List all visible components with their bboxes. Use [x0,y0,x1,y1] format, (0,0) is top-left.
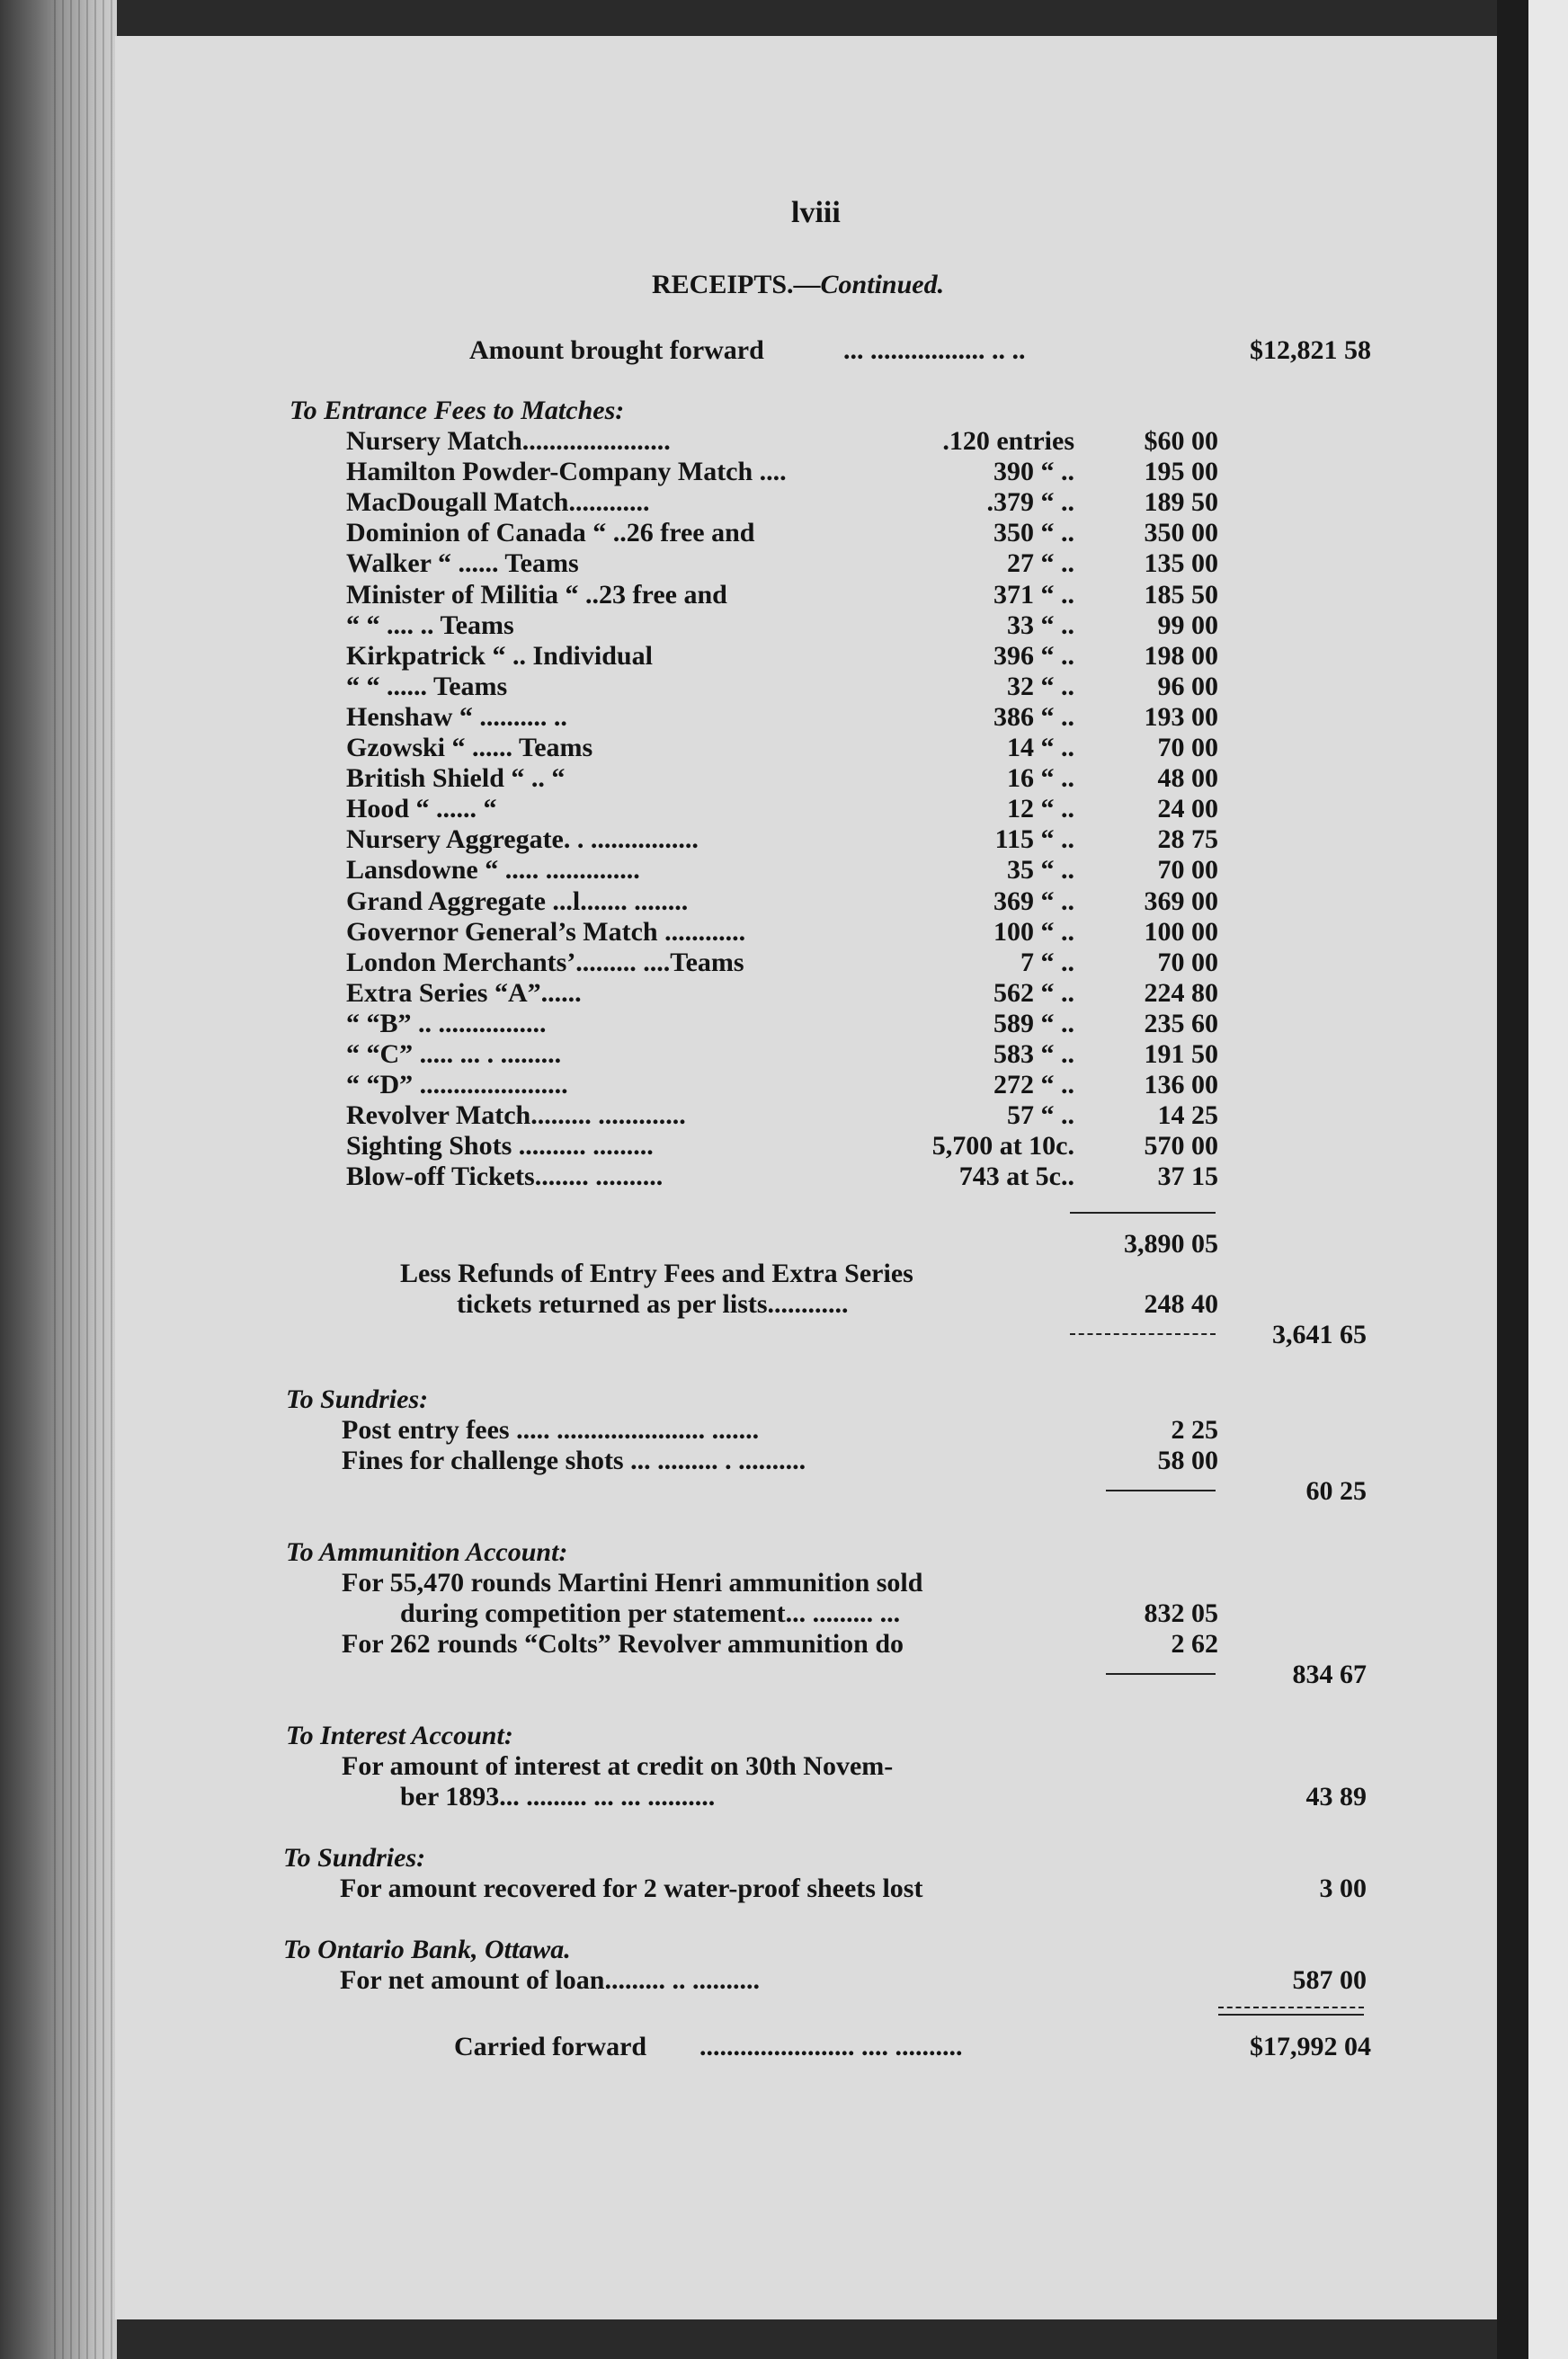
page-edges [54,0,117,2359]
entrance-row-quantity: .379 “ .. [986,487,1074,517]
entrance-row-quantity: 35 “ .. [1007,855,1074,885]
sundries-rule [1106,1490,1216,1491]
carried-forward-dots: ....................... .... .......... [699,2032,963,2061]
challenge-fines-amount: 58 00 [1157,1446,1218,1475]
entrance-row-amount: 193 00 [1144,702,1218,732]
section-heading-sundries: To Sundries: [286,1384,429,1414]
entrance-row-description: Revolver Match......... ............. [346,1100,686,1130]
entrance-row-description: Hood “ ...... “ [346,794,497,823]
entrance-row-quantity: 396 “ .. [993,641,1074,671]
title-italic: Continued. [820,270,945,299]
entrance-row-description: “ “ .... .. Teams [346,610,514,640]
entrance-row-quantity: 115 “ .. [994,824,1074,854]
ammunition-line-1: For 55,470 rounds Martini Henri ammunition sold [342,1568,923,1598]
interest-total: 43 89 [1305,1782,1367,1812]
entrance-row-amount: 48 00 [1157,763,1218,793]
entrance-net-total: 3,641 65 [1272,1320,1367,1349]
entrance-row-amount: 350 00 [1144,518,1218,547]
entrance-row-quantity: 27 “ .. [1007,548,1074,578]
entrance-row-quantity: 100 “ .. [993,917,1074,947]
entrance-row-quantity: 350 “ .. [993,518,1074,547]
entrance-row-description: Walker “ ...... Teams [346,548,579,578]
entrance-row-description: “ “B” .. ................ [346,1009,547,1038]
entrance-row-description: “ “ ...... Teams [346,672,508,701]
entrance-row-quantity: 12 “ .. [1007,794,1074,823]
entrance-row-quantity: 33 “ .. [1007,610,1074,640]
challenge-fines-label: Fines for challenge shots ... ......... . .......... [342,1446,806,1475]
entrance-row-description: Nursery Aggregate. . ................ [346,824,699,854]
facing-page-edge [1528,0,1568,2359]
entrance-row-quantity: 16 “ .. [1007,763,1074,793]
entrance-row-description: Nursery Match...................... [346,426,671,456]
entrance-row-amount: 100 00 [1144,917,1218,947]
ammunition-line-2: during competition per statement... ......... ... [400,1598,901,1628]
post-entry-fees-label: Post entry fees ..... ...................... ....... [342,1415,760,1445]
entrance-row-description: Gzowski “ ...... Teams [346,733,593,762]
revolver-ammunition-label: For 262 rounds “Colts” Revolver ammunition do [342,1629,904,1659]
entrance-row-amount: 14 25 [1157,1100,1218,1130]
refund-rule [1070,1333,1216,1335]
entrance-row-amount: 224 80 [1144,978,1218,1008]
entrance-row-amount: $60 00 [1144,426,1218,456]
entrance-row-amount: 99 00 [1157,610,1218,640]
revolver-ammunition-amount: 2 62 [1171,1629,1218,1659]
sundries-total: 60 25 [1305,1476,1367,1506]
entrance-row-description: Hamilton Powder-Company Match .... [346,457,787,486]
entrance-row-quantity: 743 at 5c.. [958,1162,1074,1191]
entrance-row-quantity: 272 “ .. [993,1070,1074,1099]
entrance-row-description: Lansdowne “ ..... .............. [346,855,640,885]
loan-label: For net amount of loan......... .. .......... [340,1965,760,1995]
section-heading-sundries-2: To Sundries: [283,1843,426,1873]
entrance-row-amount: 369 00 [1144,886,1218,916]
final-rule-2 [1218,2014,1364,2016]
interest-line-1: For amount of interest at credit on 30th Novem- [342,1751,894,1781]
entrance-row-amount: 24 00 [1157,794,1218,823]
interest-line-2: ber 1893... ......... ... ... .......... [400,1782,716,1812]
entrance-row-description: Dominion of Canada “ ..26 free and [346,518,755,547]
entrance-row-amount: 70 00 [1157,733,1218,762]
martini-ammunition-amount: 832 05 [1144,1598,1218,1628]
entrance-row-amount: 70 00 [1157,948,1218,977]
entrance-row-amount: 28 75 [1157,824,1218,854]
entrance-row-description: “ “C” ..... ... . ......... [346,1039,562,1069]
entrance-row-amount: 136 00 [1144,1070,1218,1099]
title-main: RECEIPTS.— [652,270,821,299]
entrance-row-quantity: 57 “ .. [1007,1100,1074,1130]
section-heading-bank: To Ontario Bank, Ottawa. [283,1935,571,1964]
ammunition-total: 834 67 [1292,1660,1367,1689]
entrance-row-quantity: 386 “ .. [993,702,1074,732]
entrance-row-amount: 96 00 [1157,672,1218,701]
entrance-row-description: “ “D” ...................... [346,1070,568,1099]
entrance-row-quantity: 371 “ .. [993,580,1074,610]
refund-line-1: Less Refunds of Entry Fees and Extra Series [400,1259,913,1288]
carried-forward-amount: $17,992 04 [1250,2032,1371,2061]
brought-forward-amount: $12,821 58 [1250,335,1371,365]
entrance-row-amount: 135 00 [1144,548,1218,578]
carried-forward-label: Carried forward [454,2032,647,2061]
brought-forward-dots: ... ................. .. .. [843,335,1026,365]
ammunition-rule [1106,1673,1216,1675]
section-heading-entrance-fees: To Entrance Fees to Matches: [290,396,625,425]
entrance-row-quantity: 390 “ .. [993,457,1074,486]
entrance-row-description: Henshaw “ .......... .. [346,702,567,732]
entrance-row-amount: 191 50 [1144,1039,1218,1069]
entrance-row-amount: 570 00 [1144,1131,1218,1161]
section-heading-interest: To Interest Account: [286,1721,513,1750]
entrance-row-description: Kirkpatrick “ .. Individual [346,641,653,671]
page-number: lviii [791,196,841,229]
entrance-row-description: Grand Aggregate ...l....... ........ [346,886,689,916]
brought-forward-label: Amount brought forward [469,335,764,365]
entrance-row-amount: 198 00 [1144,641,1218,671]
entrance-subtotal: 3,890 05 [1124,1229,1218,1259]
subtotal-rule [1070,1212,1216,1214]
post-entry-fees-amount: 2 25 [1171,1415,1218,1445]
entrance-row-quantity: 562 “ .. [993,978,1074,1008]
entrance-row-quantity: 589 “ .. [993,1009,1074,1038]
entrance-row-quantity: 14 “ .. [1007,733,1074,762]
entrance-row-quantity: 5,700 at 10c. [931,1131,1074,1161]
entrance-row-amount: 37 15 [1157,1162,1218,1191]
entrance-row-description: MacDougall Match............ [346,487,650,517]
refund-amount: 248 40 [1144,1289,1218,1319]
water-proof-sheets-label: For amount recovered for 2 water-proof sheets lost [340,1874,923,1903]
entrance-row-quantity: 7 “ .. [1020,948,1074,977]
entrance-row-amount: 195 00 [1144,457,1218,486]
entrance-row-amount: 235 60 [1144,1009,1218,1038]
final-rule [1218,2007,1364,2008]
entrance-row-description: Minister of Militia “ ..23 free and [346,580,727,610]
refund-line-2: tickets returned as per lists............ [457,1289,849,1319]
water-proof-sheets-total: 3 00 [1319,1874,1367,1903]
entrance-row-quantity: 369 “ .. [993,886,1074,916]
page-title [652,270,944,300]
entrance-row-quantity: 32 “ .. [1007,672,1074,701]
entrance-row-amount: 185 50 [1144,580,1218,610]
entrance-row-quantity: 583 “ .. [993,1039,1074,1069]
entrance-row-description: British Shield “ .. “ [346,763,566,793]
entrance-row-description: Governor General’s Match ............ [346,917,746,947]
entrance-row-quantity: .120 entries [942,426,1074,456]
section-heading-ammunition: To Ammunition Account: [286,1537,568,1567]
loan-total: 587 00 [1292,1965,1367,1995]
entrance-row-amount: 189 50 [1144,487,1218,517]
entrance-row-description: Extra Series “A”...... [346,978,582,1008]
entrance-row-description: Sighting Shots .......... ......... [346,1131,654,1161]
entrance-row-description: London Merchants’......... ....Teams [346,948,744,977]
entrance-row-description: Blow-off Tickets........ .......... [346,1162,664,1191]
entrance-row-amount: 70 00 [1157,855,1218,885]
